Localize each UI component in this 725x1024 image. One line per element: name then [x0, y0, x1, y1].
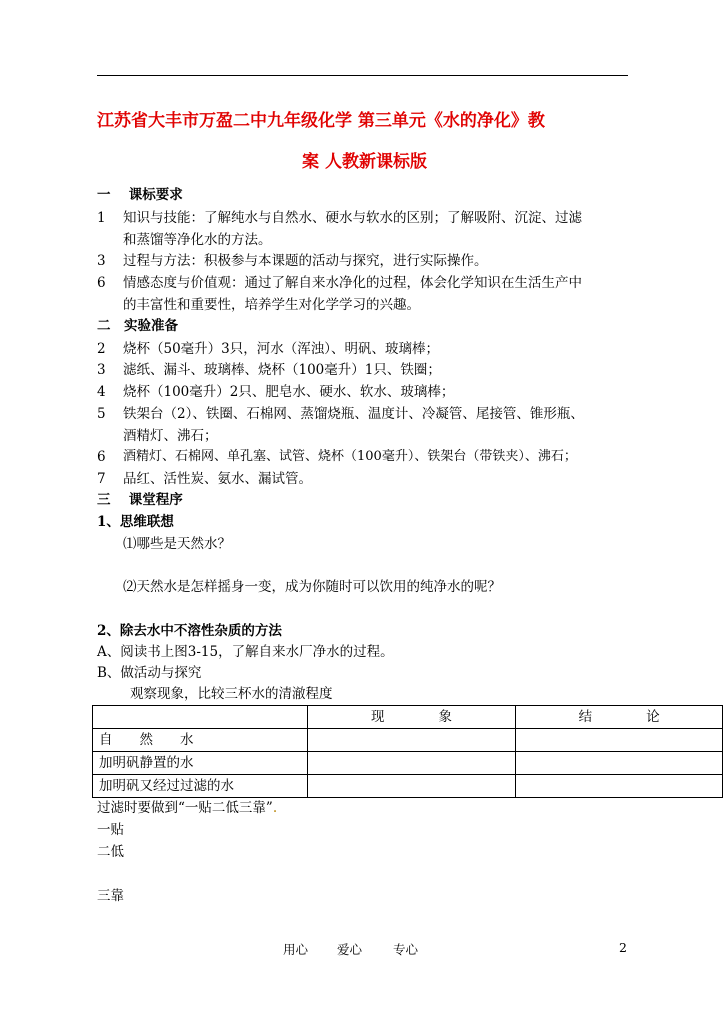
list-item: 铁架台（2）、铁圈、石棉网、蒸馏烧瓶、温度计、冷凝管、尾接管、锥形瓶、 [123, 406, 584, 422]
footer-motto-1: 用心 [283, 942, 309, 957]
item-number: 3 [97, 362, 106, 378]
list-item: 烧杯（100毫升）2只、肥皂水、硬水、软水、玻璃棒； [123, 384, 455, 400]
list-item: 和蒸馏等净化水的方法。 [123, 232, 272, 248]
list-item: 知识与技能：了解纯水与自然水、硬水与软水的区别；了解吸附、沉淀、过滤 [123, 210, 582, 226]
question-item: ⑵天然水是怎样摇身一变，成为你随时可以饮用的纯净水的呢？ [123, 579, 501, 595]
table-cell [516, 729, 723, 752]
document-title-line-1: 江苏省大丰市万盈二中九年级化学 第三单元《水的净化》教 [97, 111, 545, 131]
table-cell: 自 然 水 [93, 729, 308, 752]
subsection-heading: 2、除去水中不溶性杂质的方法 [97, 623, 282, 639]
subsection-heading: 1、思维联想 [97, 514, 174, 530]
item-number: 2 [97, 341, 106, 357]
filter-intro-text: 过滤时要做到“一贴二低三靠” [97, 800, 273, 816]
table-cell [516, 775, 723, 798]
section-heading-1: 一 课标要求 [97, 187, 183, 203]
item-number: 1 [97, 210, 106, 226]
item-number: 6 [97, 449, 106, 465]
filter-item: 三靠 [97, 888, 124, 904]
item-number: 5 [97, 406, 106, 422]
list-item: B、做活动与探究 [97, 665, 202, 681]
item-number: 4 [97, 384, 106, 400]
table-cell [307, 775, 516, 798]
list-item: 的丰富性和重要性，培养学生对化学学习的兴趣。 [123, 297, 420, 313]
filter-intro [97, 798, 277, 818]
item-number: 3 [97, 253, 106, 269]
list-item: 滤纸、漏斗、玻璃棒、烧杯（100毫升）1只、铁圈； [123, 362, 441, 378]
page-number: 2 [619, 940, 627, 955]
table-cell [307, 752, 516, 775]
table-cell: 加明矾静置的水 [93, 752, 308, 775]
item-number: 6 [97, 275, 106, 291]
document-title-line-2: 案 人教新课标版 [302, 152, 427, 172]
list-item: 酒精灯、沸石； [123, 428, 218, 444]
table-header-cell: 现 象 [307, 706, 516, 729]
filter-intro-period: . [272, 800, 278, 816]
section-heading-3: 三 课堂程序 [97, 492, 183, 508]
list-item: 烧杯（50毫升）3只，河水（浑浊）、明矾、玻璃棒； [123, 341, 440, 357]
table-cell: 加明矾又经过过滤的水 [93, 775, 308, 798]
table-row [93, 729, 723, 752]
table-header-cell: 结 论 [516, 706, 723, 729]
table-row [93, 752, 723, 775]
footer-motto-2: 爱心 [337, 942, 363, 957]
list-item: 酒精灯、石棉网、单孔塞、试管、烧杯（100毫升）、铁架台（带铁夹）、沸石； [123, 449, 577, 464]
table-row [93, 775, 723, 798]
observation-table [92, 705, 723, 798]
table-header-cell [93, 706, 308, 729]
instruction-text: 观察现象，比较三杯水的清澈程度 [130, 686, 333, 702]
list-item: 过程与方法：积极参与本课题的活动与探究，进行实际操作。 [123, 253, 488, 269]
table-cell [307, 729, 516, 752]
item-number: 7 [97, 471, 106, 487]
question-item: ⑴哪些是天然水？ [123, 536, 231, 552]
table-cell [516, 752, 723, 775]
filter-item: 一贴 [97, 822, 124, 838]
table-header-row [93, 706, 723, 729]
footer-motto-3: 专心 [393, 942, 419, 957]
list-item: 情感态度与价值观：通过了解自来水净化的过程，体会化学知识在生活生产中 [123, 275, 582, 291]
list-item: 品红、活性炭、氨水、漏试管。 [123, 471, 312, 487]
header-rule [97, 75, 628, 76]
list-item: A、阅读书上图3-15，了解自来水厂净水的过程。 [97, 644, 394, 660]
filter-item: 二低 [97, 844, 124, 860]
section-heading-2: 二 实验准备 [97, 318, 178, 334]
